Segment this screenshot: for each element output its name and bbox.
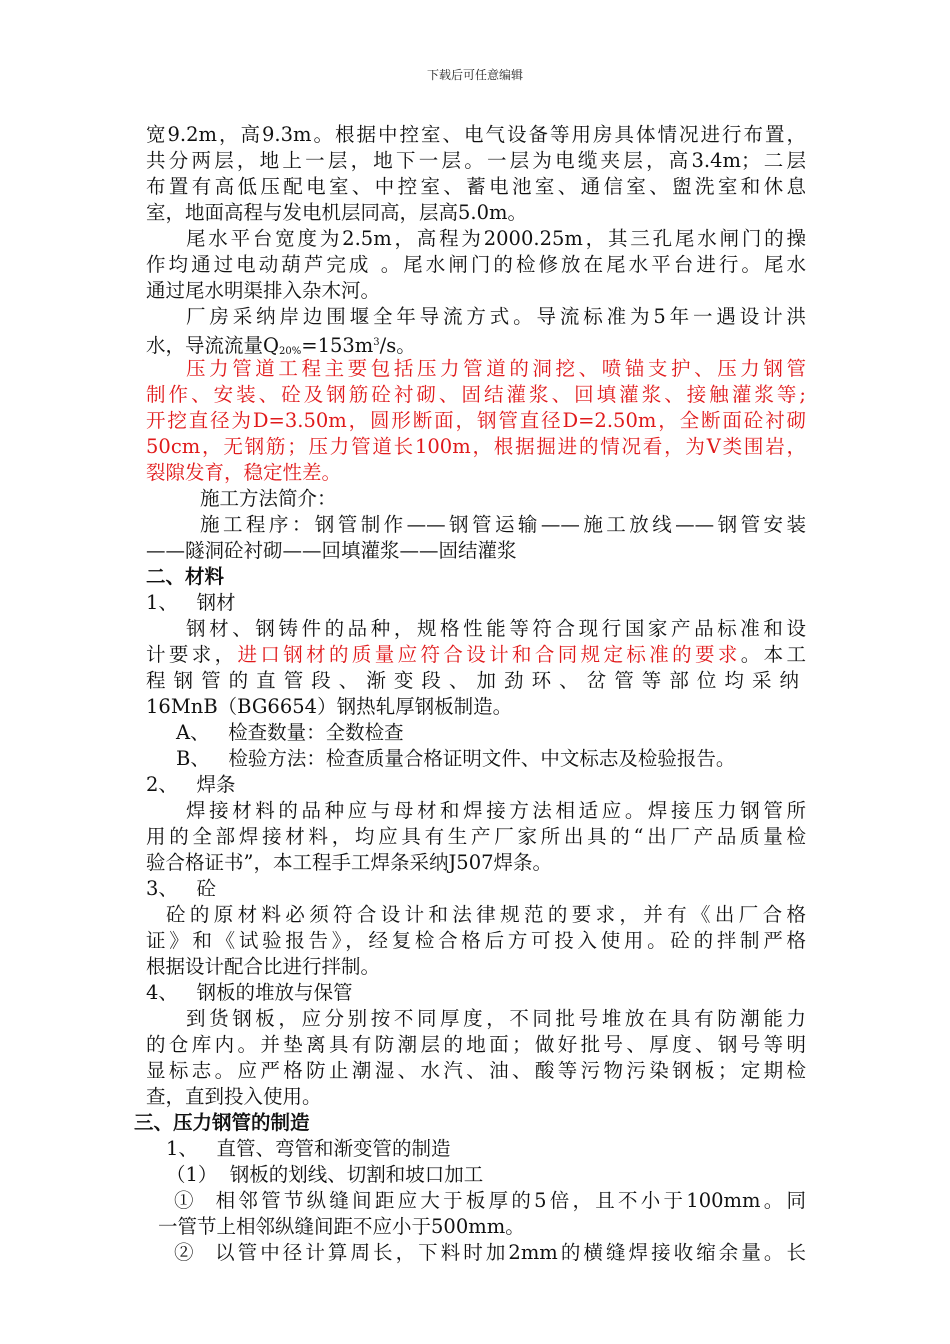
text-line: 用的全部焊接材料，均应具有生产厂家所出具的“出厂产品质量检 xyxy=(146,825,806,848)
text-span: /s。 xyxy=(379,334,416,357)
subscript: 20% xyxy=(279,346,302,357)
text-line: 厂房采纳岸边围堰全年导流方式。导流标准为5年一遇设计洪 xyxy=(186,305,806,328)
text-line: 钢材、钢铸件的品种，规格性能等符合现行国家产品标准和设 xyxy=(186,617,806,640)
text-line: 通过尾水明渠排入杂木河。 xyxy=(146,279,381,302)
text-line: 施工程序：钢管制作——钢管运输——施工放线——钢管安装 xyxy=(200,513,806,536)
subsection-heading: 3、 砼 xyxy=(146,877,217,900)
text-span: 。本工 xyxy=(740,643,806,666)
text-line: 宽9.2m，高9.3m。根据中控室、电气设备等用房具体情况进行布置， xyxy=(146,123,806,146)
highlighted-line: 压力管道工程主要包括压力管道的洞挖、喷锚支护、压力钢管 xyxy=(186,357,806,380)
text-line: 共分两层，地上一层，地下一层。一层为电缆夹层，高3.4m；二层 xyxy=(146,149,806,172)
text-line: ——隧洞砼衬砌——回填灌浆——固结灌浆 xyxy=(146,539,517,562)
text-line: 查，直到投入使用。 xyxy=(146,1085,322,1108)
text-line: 到货钢板，应分别按不同厚度，不同批号堆放在具有防潮能力 xyxy=(186,1007,806,1030)
text-line: 尾水平台宽度为2.5m，高程为2000.25m，其三孔尾水闸门的操 xyxy=(186,227,806,250)
page-header: 下载后可任意编辑 xyxy=(426,68,523,82)
text-line: 验合格证书”，本工程手工焊条采纳J507焊条。 xyxy=(146,851,553,874)
text-span: 计要求， xyxy=(146,643,238,666)
highlighted-line: 裂隙发育，稳定性差。 xyxy=(146,461,342,484)
subsection-heading: 1、 直管、弯管和渐变管的制造 xyxy=(166,1137,451,1160)
text-line: 室，地面高程与发电机层同高，层高5.0m。 xyxy=(146,201,528,224)
section-heading: 二、材料 xyxy=(146,565,225,588)
text-line: 一管节上相邻纵缝间距不应小于500mm。 xyxy=(158,1215,525,1238)
text-span: =153m xyxy=(301,334,374,357)
subsection-heading: （1） 钢板的划线、切割和坡口加工 xyxy=(166,1163,484,1186)
highlighted-line: 开挖直径为D=3.50m，圆形断面，钢管直径D=2.50m，全断面砼衬砌 xyxy=(146,409,806,432)
highlighted-span: 进口钢材的质量应符合设计和合同规定标准的要求 xyxy=(237,643,741,666)
list-item: B、 检验方法：检查质量合格证明文件、中文标志及检验报告。 xyxy=(176,747,736,770)
numbered-item: ① 相邻管节纵缝间距应大于板厚的5倍，且不小于100mm。同 xyxy=(174,1189,806,1212)
text-line: 16MnB（BG6654）钢热轧厚钢板制造。 xyxy=(146,695,513,718)
text-line: 的仓库内。并垫离具有防潮层的地面；做好批号、厚度、钢号等明 xyxy=(146,1033,806,1056)
text-line: 布置有高低压配电室、中控室、蓄电池室、通信室、盥洗室和休息 xyxy=(146,175,806,198)
text-line: 程钢管的直管段、渐变段、加劲环、岔管等部位均采纳 xyxy=(146,669,806,692)
subsection-heading: 2、 焊条 xyxy=(146,773,236,796)
list-item: A、 检查数量：全数检查 xyxy=(176,721,404,744)
text-line: 施工方法简介： xyxy=(200,487,337,510)
text-line: 根据设计配合比进行拌制。 xyxy=(146,955,381,978)
text-line: 证》和《试验报告》，经复检合格后方可投入使用。砼的拌制严格 xyxy=(146,929,806,952)
text-span: 水，导流流量Q xyxy=(146,334,279,357)
superscript: 3 xyxy=(373,337,380,348)
text-line: 显标志。应严格防止潮湿、水汽、油、酸等污物污染钢板；定期检 xyxy=(146,1059,806,1082)
subsection-heading: 1、 钢材 xyxy=(146,591,236,614)
numbered-item: ② 以管中径计算周长，下料时加2mm的横缝焊接收缩余量。长 xyxy=(174,1241,806,1264)
text-line: 作均通过电动葫芦完成 。尾水闸门的检修放在尾水平台进行。尾水 xyxy=(146,253,806,276)
text-line: 砼的原材料必须符合设计和法律规范的要求，并有《出厂合格 xyxy=(166,903,806,926)
section-heading: 三、压力钢管的制造 xyxy=(134,1111,310,1134)
highlighted-line: 制作、安装、砼及钢筋砼衬砌、固结灌浆、回填灌浆、接触灌浆等; xyxy=(146,383,806,406)
text-line xyxy=(146,642,806,668)
subsection-heading: 4、 钢板的堆放与保管 xyxy=(146,981,353,1004)
highlighted-line: 50cm，无钢筋；压力管道长100m，根据掘进的情况看，为Ⅴ类围岩， xyxy=(146,435,806,458)
text-line: 焊接材料的品种应与母材和焊接方法相适应。焊接压力钢管所 xyxy=(186,799,806,822)
